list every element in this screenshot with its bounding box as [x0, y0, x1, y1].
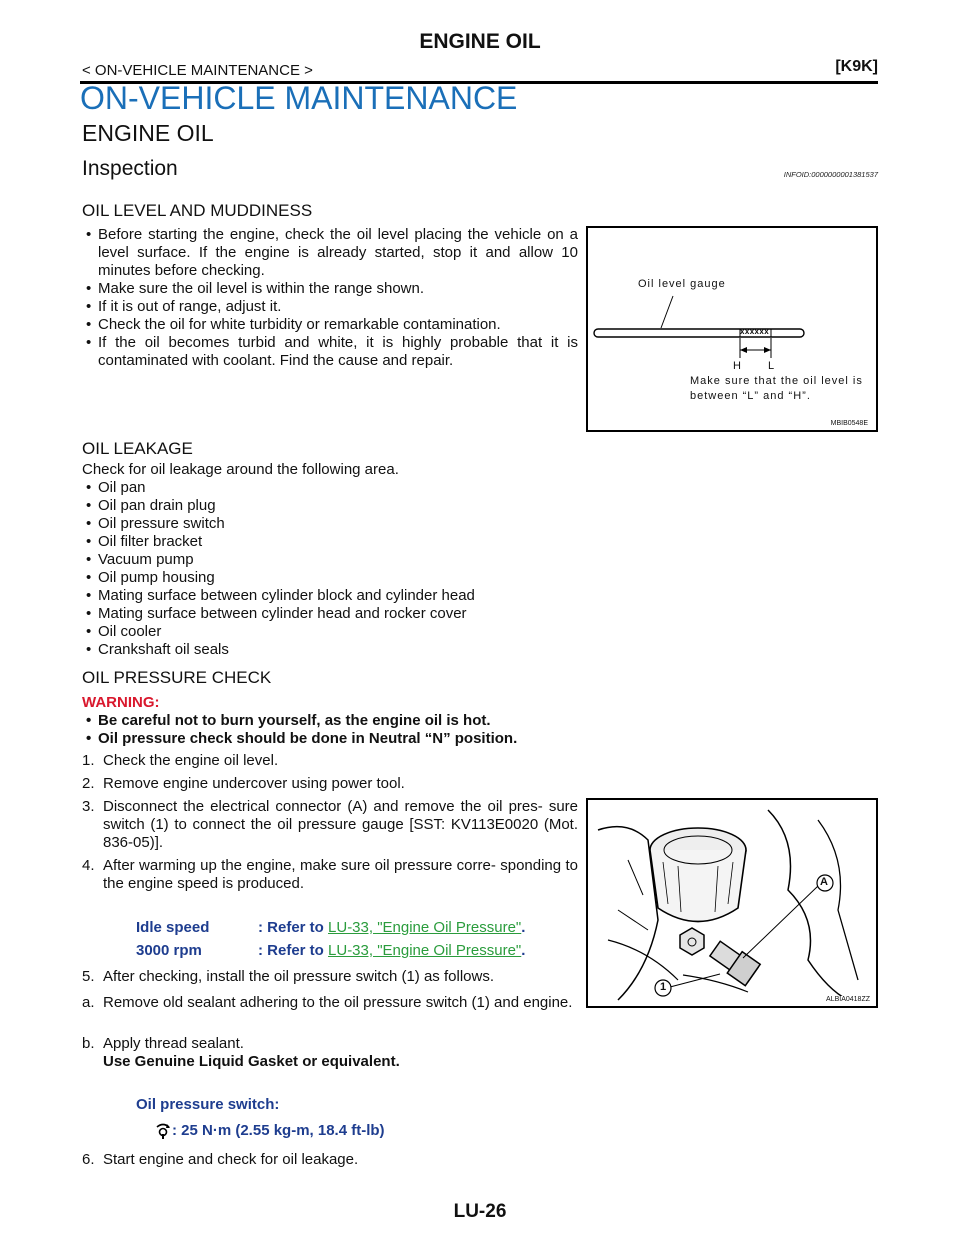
step-text: Disconnect the electrical connector (A) and remove the oil pres- sure switch (1) to connect the oil pressure gauge [SST: KV113E0020 (Mot. 836-05)].	[103, 798, 578, 851]
list-item: • Check the oil for white turbidity or remarkable contamination.	[82, 316, 578, 334]
list-item: • Make sure the oil level is within the range shown.	[82, 280, 578, 298]
list-item: • Oil filter bracket	[82, 533, 782, 551]
step-6	[82, 1151, 578, 1169]
oil-leakage-list	[82, 479, 782, 659]
step-number: 6.	[82, 1151, 95, 1168]
chapter-title: ON-VEHICLE MAINTENANCE	[80, 80, 518, 116]
oil-pressure-heading: OIL PRESSURE CHECK	[82, 668, 272, 687]
h-label: H	[733, 360, 741, 372]
topic-title: Inspection	[82, 157, 178, 180]
torque-title: Oil pressure switch:	[136, 1096, 280, 1113]
list-item: • Mating surface between cylinder block and cylinder head	[82, 587, 782, 605]
warning-list	[82, 712, 642, 748]
list-item: • If the oil becomes turbid and white, it is highly probable that it is contaminated with coolant. Find the cause and repair.	[82, 334, 578, 370]
list-item: • Oil pressure switch	[82, 515, 782, 533]
section-title: ENGINE OIL	[82, 120, 214, 146]
step-number: a.	[82, 994, 95, 1011]
spec-idle-label: Idle speed	[136, 919, 210, 936]
oil-pressure-switch-figure	[586, 798, 878, 1008]
step-4	[82, 857, 578, 893]
gauge-label: Oil level gauge	[638, 278, 726, 290]
spec-end: .	[521, 942, 526, 959]
info-id: INFOID:0000000001381537	[783, 170, 878, 179]
figure-note-line2: between “L” and “H”.	[690, 390, 811, 402]
step-3	[82, 798, 578, 852]
engine-code: [K9K]	[835, 58, 878, 75]
torque-wrench-icon	[154, 1121, 172, 1139]
step-text: Start engine and check for oil leakage.	[103, 1151, 359, 1168]
figure-id: ALBIA0418ZZ	[826, 996, 870, 1003]
step-text: Apply thread sealant.	[103, 1035, 244, 1052]
warning-label: WARNING:	[82, 694, 160, 711]
spec-3000-label: 3000 rpm	[136, 942, 202, 959]
callout-1: 1	[660, 981, 667, 993]
list-item: • Oil pump housing	[82, 569, 782, 587]
warning-item: • Be careful not to burn yourself, as the engine oil is hot.	[82, 712, 642, 730]
step-text: After checking, install the oil pressure switch (1) as follows.	[103, 968, 494, 985]
step-number: 3.	[82, 798, 95, 815]
step-number: 1.	[82, 752, 95, 769]
oil-leakage-intro: Check for oil leakage around the following area.	[82, 461, 399, 478]
step-a	[82, 994, 578, 1012]
spec-refer: : Refer to	[258, 942, 324, 959]
step-text: Remove engine undercover using power tool.	[103, 775, 405, 792]
step-text: After warming up the engine, make sure oil pressure corre- sponding to the engine speed is produced.	[103, 857, 578, 892]
step-number: b.	[82, 1035, 95, 1052]
figure-id: MBIB0548E	[830, 420, 868, 427]
list-item: • Mating surface between cylinder head and rocker cover	[82, 605, 782, 623]
step-text: Check the engine oil level.	[103, 752, 279, 769]
step-number: 5.	[82, 968, 95, 985]
spec-idle-value	[258, 919, 525, 936]
list-item: • Crankshaft oil seals	[82, 641, 782, 659]
list-item: • If it is out of range, adjust it.	[82, 298, 578, 316]
oil-leakage-heading: OIL LEAKAGE	[82, 439, 193, 458]
l-label: L	[768, 360, 775, 372]
list-item: • Before starting the engine, check the oil level placing the vehicle on a level surface. If the engine is already started, stop it and allow 10 minutes before checking.	[82, 226, 578, 280]
step-b	[82, 1035, 578, 1071]
step-1	[82, 752, 578, 770]
step-5	[82, 968, 578, 986]
page-number: LU-26	[453, 1201, 507, 1222]
step-text: Remove old sealant adhering to the oil pressure switch (1) and engine.	[103, 994, 573, 1011]
list-item: • Oil pan	[82, 479, 782, 497]
figure-note-line1: Make sure that the oil level is	[690, 375, 863, 387]
list-item: • Oil cooler	[82, 623, 782, 641]
step-bold-text: Use Genuine Liquid Gasket or equivalent.	[103, 1053, 400, 1070]
torque-value: : 25 N·m (2.55 kg-m, 18.4 ft-lb)	[172, 1122, 385, 1139]
gauge-marks: xxxxxx	[740, 327, 770, 336]
spec-link-3000[interactable]: LU-33, "Engine Oil Pressure"	[328, 942, 522, 959]
header-section-title: ENGINE OIL	[419, 30, 541, 53]
warning-item: • Oil pressure check should be done in Neutral “N” position.	[82, 730, 642, 748]
list-item: • Oil pan drain plug	[82, 497, 782, 515]
step-number: 4.	[82, 857, 95, 874]
spec-refer: : Refer to	[258, 919, 324, 936]
oil-level-gauge-figure	[586, 226, 878, 432]
spec-link-idle[interactable]: LU-33, "Engine Oil Pressure"	[328, 919, 522, 936]
oil-level-heading: OIL LEVEL AND MUDDINESS	[82, 201, 313, 220]
step-number: 2.	[82, 775, 95, 792]
step-2	[82, 775, 578, 793]
list-item: • Vacuum pump	[82, 551, 782, 569]
callout-a: A	[820, 876, 828, 888]
spec-end: .	[521, 919, 526, 936]
oil-pressure-switch-illustration	[588, 800, 876, 1006]
oil-level-list	[82, 226, 578, 370]
spec-3000-value	[258, 942, 525, 959]
breadcrumb: < ON-VEHICLE MAINTENANCE >	[82, 62, 313, 79]
